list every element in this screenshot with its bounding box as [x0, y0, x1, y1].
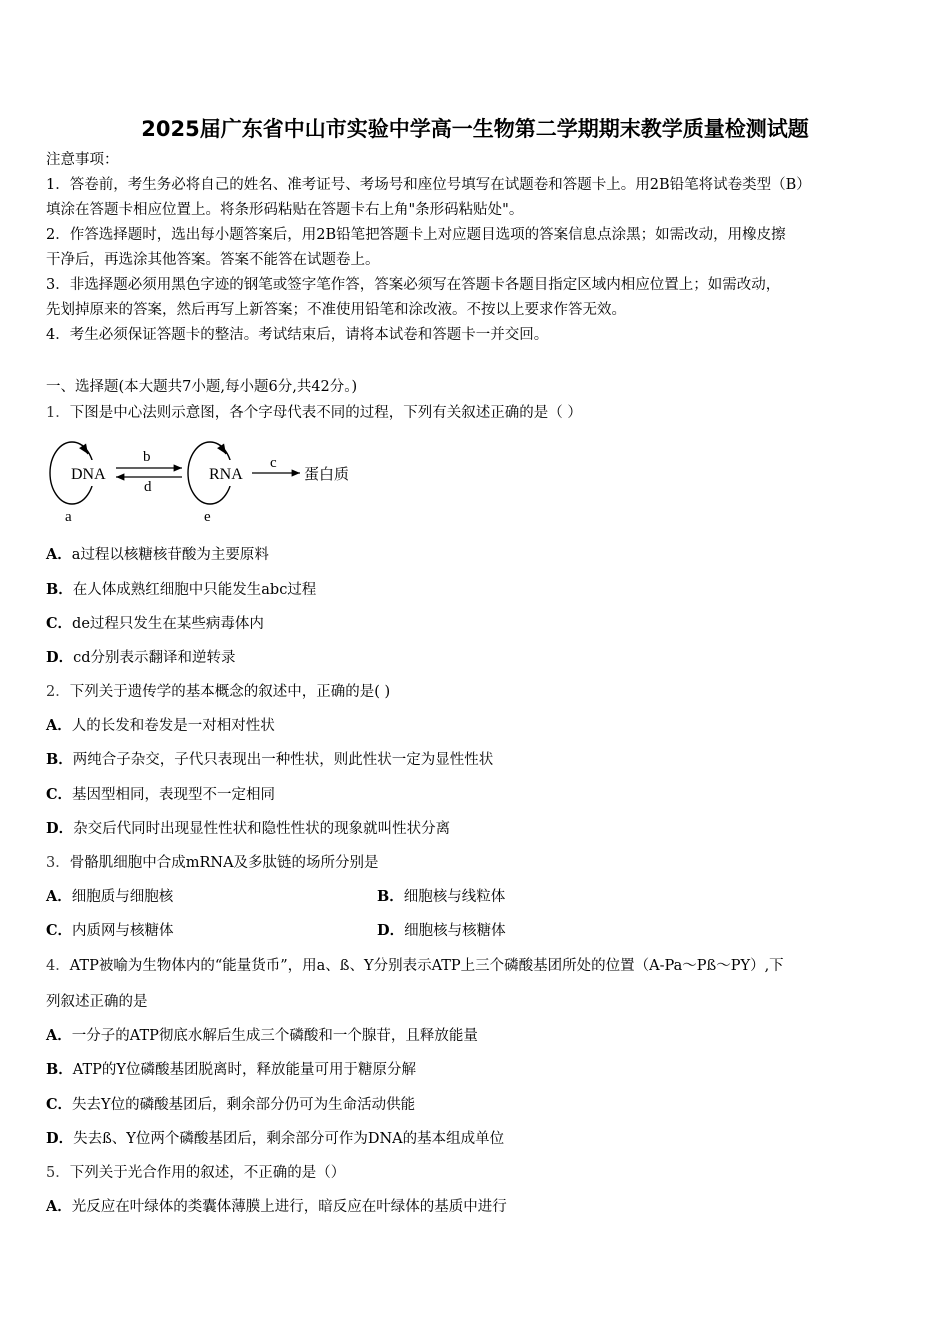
option-letter: D．	[46, 1130, 74, 1147]
q2-option-c[interactable]: C．基因型相同，表现型不一定相同	[46, 786, 276, 803]
q2-option-d[interactable]: D．杂交后代同时出现显性性状和隐性性状的现象就叫性状分离	[46, 820, 451, 837]
option-letter: B．	[377, 888, 404, 905]
question-1	[46, 401, 582, 422]
option-letter: D．	[46, 649, 74, 666]
notice-line-2a: 2．作答选择题时，选出每小题答案后，用2B铅笔把答题卡上对应题目选项的答案信息点涂黑；如需改动，用橡皮擦	[46, 227, 786, 243]
question-3-number: 3．	[46, 855, 70, 871]
q3-option-d[interactable]: D．细胞核与核糖体	[377, 922, 506, 939]
q4-option-b[interactable]: B．ATP的Y位磷酸基团脱离时，释放能量可用于糖原分解	[46, 1061, 416, 1078]
question-2	[46, 680, 390, 701]
q1-option-c[interactable]: C．de过程只发生在某些病毒体内	[46, 615, 264, 632]
q1-option-d[interactable]: D．cd分别表示翻译和逆转录	[46, 649, 236, 666]
central-dogma-diagram	[44, 436, 374, 528]
question-3	[46, 851, 379, 872]
notice-block	[46, 148, 908, 348]
option-letter: C．	[46, 615, 73, 632]
label-a: a	[65, 509, 72, 525]
question-2-text: 下列关于遗传学的基本概念的叙述中，正确的是( )	[69, 684, 391, 700]
question-5-number: 5．	[46, 1165, 70, 1181]
section-heading: 一、选择题(本大题共7小题,每小题6分,共42分。)	[46, 379, 358, 395]
question-4-text: ATP被喻为生物体内的“能量货币”，用a、ß、Y分别表示ATP上三个磷酸基团所处的位置（A-Pa～Pß～PY）,下	[69, 958, 784, 974]
dna-label: DNA	[71, 466, 106, 483]
option-letter: A．	[46, 1198, 72, 1215]
question-3-text: 骨骼肌细胞中合成mRNA及多肽链的场所分别是	[69, 855, 379, 871]
q1-option-a[interactable]: A．a过程以核糖核苷酸为主要原料	[46, 546, 269, 563]
label-e: e	[204, 509, 211, 525]
notice-line-4: 4．考生必须保证答题卡的整洁。考试结束后，请将本试卷和答题卡一并交回。	[46, 327, 549, 343]
option-letter: B．	[46, 1061, 73, 1078]
exam-title: 2025届广东省中山市实验中学高一生物第二学期期末教学质量检测试题	[141, 117, 809, 141]
option-letter: C．	[46, 1096, 73, 1113]
q2-option-b[interactable]: B．两纯合子杂交，子代只表现出一种性状，则此性状一定为显性性状	[46, 751, 494, 768]
notice-line-3a: 3．非选择题必须用黑色字迹的钢笔或签字笔作答，答案必须写在答题卡各题目指定区域内相应位置上；如需改动，	[46, 277, 781, 293]
option-letter: C．	[46, 922, 73, 939]
option-letter: A．	[46, 546, 72, 563]
q3-option-b[interactable]: B．细胞核与线粒体	[377, 888, 506, 905]
q2-option-a[interactable]: A．人的长发和卷发是一对相对性状	[46, 717, 275, 734]
option-letter: B．	[46, 581, 73, 598]
option-letter: D．	[46, 820, 74, 837]
option-letter: A．	[46, 888, 72, 905]
protein-label: 蛋白质	[304, 467, 350, 483]
q5-option-a[interactable]: A．光反应在叶绿体的类囊体薄膜上进行，暗反应在叶绿体的基质中进行	[46, 1198, 507, 1215]
label-d: d	[144, 479, 152, 495]
q3-option-c[interactable]: C．内质网与核糖体	[46, 922, 174, 939]
notice-line-1a: 1．答卷前，考生务必将自己的姓名、准考证号、考场号和座位号填写在试题卷和答题卡上。用2B铅笔将试卷类型（B）	[46, 177, 811, 193]
q4-option-c[interactable]: C．失去Y位的磷酸基团后，剩余部分仍可为生命活动供能	[46, 1096, 416, 1113]
question-1-text: 下图是中心法则示意图，各个字母代表不同的过程，下列有关叙述正确的是（ ）	[69, 405, 582, 421]
q3-option-a[interactable]: A．细胞质与细胞核	[46, 888, 174, 905]
label-b: b	[143, 449, 151, 465]
notice-heading: 注意事项：	[46, 152, 119, 168]
label-c: c	[270, 455, 277, 471]
option-letter: A．	[46, 717, 72, 734]
question-4-number: 4．	[46, 958, 70, 974]
rna-label: RNA	[209, 466, 243, 483]
question-4	[46, 954, 784, 975]
question-4-continued: 列叙述正确的是	[46, 994, 148, 1010]
question-5	[46, 1161, 345, 1182]
q4-option-a[interactable]: A．一分子的ATP彻底水解后生成三个磷酸和一个腺苷，且释放能量	[46, 1027, 478, 1044]
notice-line-1b: 填涂在答题卡相应位置上。将条形码粘贴在答题卡右上角"条形码粘贴处"。	[46, 202, 524, 218]
q4-option-d[interactable]: D．失去ß、Y位两个磷酸基团后，剩余部分可作为DNA的基本组成单位	[46, 1130, 505, 1147]
notice-line-3b: 先划掉原来的答案，然后再写上新答案；不准使用铅笔和涂改液。不按以上要求作答无效。	[46, 302, 626, 318]
option-letter: D．	[377, 922, 405, 939]
notice-line-2b: 干净后，再选涂其他答案。答案不能答在试题卷上。	[46, 252, 380, 268]
question-2-number: 2．	[46, 684, 70, 700]
question-5-text: 下列关于光合作用的叙述，不正确的是（）	[69, 1165, 346, 1181]
question-1-number: 1．	[46, 405, 70, 421]
option-letter: A．	[46, 1027, 72, 1044]
option-letter: C．	[46, 786, 73, 803]
option-letter: B．	[46, 751, 73, 768]
q1-option-b[interactable]: B．在人体成熟红细胞中只能发生abc过程	[46, 581, 317, 598]
